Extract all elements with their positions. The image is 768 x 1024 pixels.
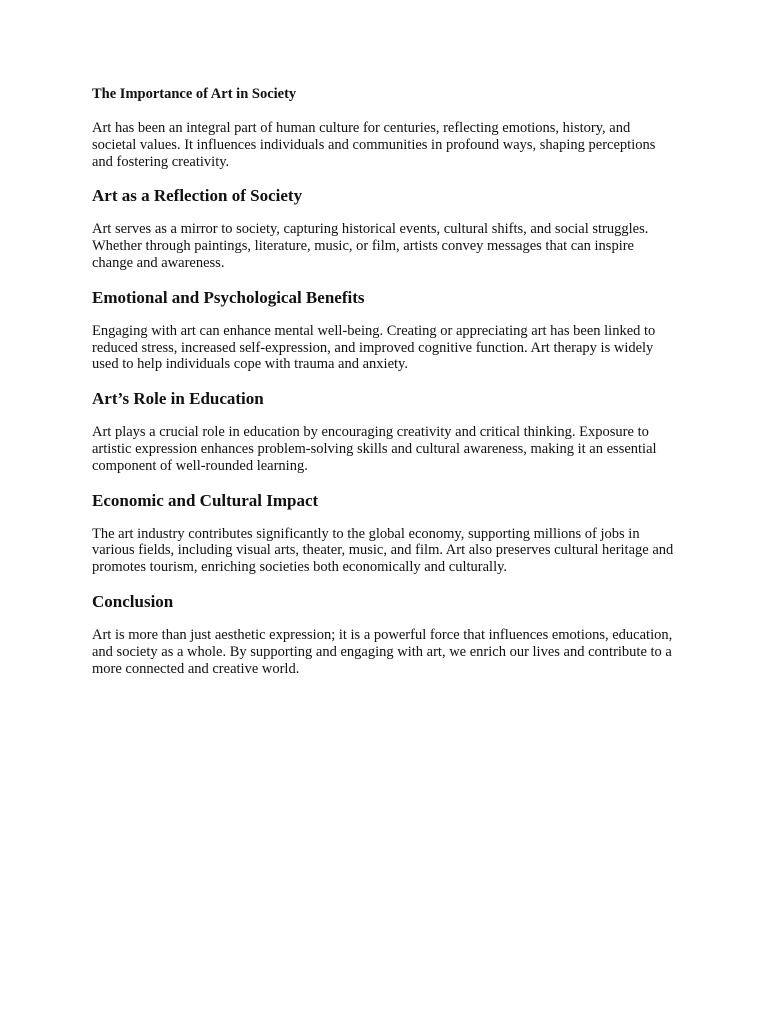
section-paragraph: Engaging with art can enhance mental well-being. Creating or appreciating art has been linked to reduced stress, increased self-expression, and improved cognitive function. Art therapy is widely used to help individuals cope with trauma and anxiety. bbox=[92, 322, 656, 373]
section-conclusion bbox=[92, 591, 676, 677]
section-heading: Art as a Reflection of Society bbox=[92, 186, 303, 206]
section-education bbox=[92, 388, 676, 474]
section-heading: Economic and Cultural Impact bbox=[92, 490, 319, 510]
section-paragraph: Art is more than just aesthetic expression; it is a powerful force that influences emotions, education, and society as a whole. By supporting and engaging with art, we enrich our lives and contribute to a more connected and creative world. bbox=[92, 626, 673, 677]
intro-paragraph: Art has been an integral part of human culture for centuries, reflecting emotions, history, and societal values. It influences individuals and communities in profound ways, shaping perceptions and fostering creativity. bbox=[92, 120, 656, 170]
section-paragraph: Art plays a crucial role in education by encouraging creativity and critical thinking. Exposure to artistic expression enhances problem-solving skills and cultural awareness, making it an essential component of well-rounded learning. bbox=[92, 424, 657, 474]
section-paragraph: The art industry contributes significantly to the global economy, supporting millions of jobs in various fields, including visual arts, theater, music, and film. Art also preserves cultural heritage and promotes tourism, enriching societies both economically and culturally. bbox=[92, 525, 674, 576]
section-reflection bbox=[92, 185, 676, 271]
section-emotional-benefits bbox=[92, 287, 676, 373]
document-title: The Importance of Art in Society bbox=[92, 86, 297, 102]
section-heading: Conclusion bbox=[92, 591, 174, 611]
document-page bbox=[92, 84, 676, 677]
section-heading: Art’s Role in Education bbox=[92, 389, 264, 409]
section-heading: Emotional and Psychological Benefits bbox=[92, 287, 365, 307]
section-economic-impact bbox=[92, 490, 676, 576]
section-paragraph: Art serves as a mirror to society, capturing historical events, cultural shifts, and social struggles. Whether through paintings, literature, music, or film, artists convey messages that can inspire change and awareness. bbox=[92, 221, 649, 271]
